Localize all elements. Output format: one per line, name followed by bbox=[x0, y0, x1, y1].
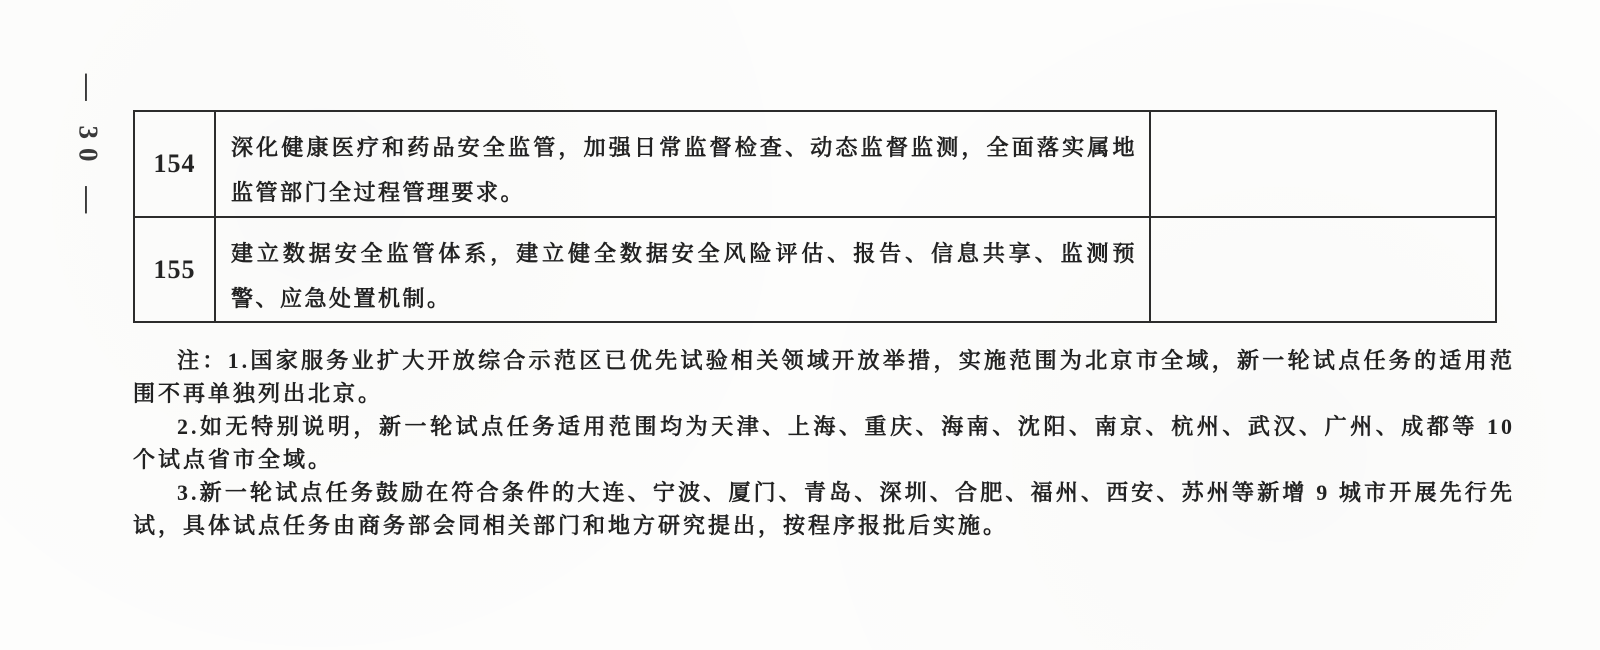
page-number: — 30 — bbox=[73, 73, 104, 223]
row-154-remark-cell bbox=[1151, 112, 1495, 218]
notes-label: 注： bbox=[177, 348, 228, 373]
note-paragraph-2: 2.如无特别说明，新一轮试点任务适用范围均为天津、上海、重庆、海南、沈阳、南京、杭州、武汉、广州、成都等 10 个试点省市全域。 bbox=[133, 414, 1515, 472]
row-154-number-cell: 154 bbox=[135, 112, 216, 218]
note-paragraph-3: 3.新一轮试点任务鼓励在符合条件的大连、宁波、厦门、青岛、深圳、合肥、福州、西安、苏州等新增 9 城市开展先行先试，具体试点任务由商务部会同相关部门和地方研究提出，按程序报批后实施。 bbox=[133, 480, 1515, 538]
notes-section bbox=[133, 344, 1515, 542]
row-155-task-cell: 建立数据安全监管体系，建立健全数据安全风险评估、报告、信息共享、监测预警、应急处置机制。 bbox=[216, 218, 1151, 321]
row-154-task-cell: 深化健康医疗和药品安全监管，加强日常监督检查、动态监督监测，全面落实属地监管部门全过程管理要求。 bbox=[216, 112, 1151, 218]
note-paragraph-1 bbox=[133, 344, 1515, 410]
row-155-number-cell: 155 bbox=[135, 218, 216, 321]
row-155-remark-cell bbox=[1151, 218, 1495, 321]
task-table bbox=[133, 110, 1497, 323]
note-item-1: 1.国家服务业扩大开放综合示范区已优先试验相关领域开放举措，实施范围为北京市全域，新一轮试点任务的适用范围不再单独列出北京。 bbox=[133, 348, 1515, 406]
